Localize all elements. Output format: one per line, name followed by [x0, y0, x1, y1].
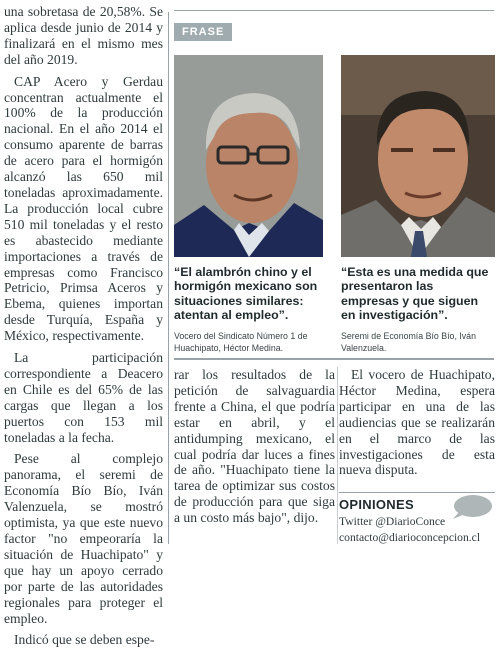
- article-column-right: [339, 367, 495, 484]
- quote-caption: Vocero del Sindicato Número 1 de Huachipato, Héctor Medina.: [174, 331, 308, 353]
- article-column-left: [4, 4, 163, 654]
- article-paragraph: Pese al complejo panorama, el seremi de Economía Bío Bío, Iván Valenzuela, se mostró optimista, ya que este nuevo factor "no empeoraría la situación de Huachipato" y que hay un apoyo cerrado por parte de las autoridades regionales para proteger el empleo.: [4, 451, 163, 626]
- frase-top-rule: [174, 10, 494, 11]
- column-divider: [168, 12, 169, 544]
- quote-text: “El alambrón chino y el hormigón mexicano son situaciones similares: atentan al empleo”.: [174, 265, 318, 322]
- opiniones-twitter[interactable]: Twitter @DiarioConce: [339, 515, 446, 528]
- article-paragraph: El vocero de Huachipato, Héctor Medina, espera participar en una de las audiencias que se realizarán en el marco de las investigaciones de esta nueva disputa.: [339, 367, 495, 478]
- article-paragraph: CAP Acero y Gerdau concentran actualmente el 100% de la producción nacional. En el año 2014 el consumo aparente de barras de acero para el hormigón alcanzó las 650 mil toneladas aproximadamente. La producción local cubre 510 mil toneladas y el resto es abastecido mediante importaciones a través de empresas como Francisco Petricio, Primsa Aceros y Ebema, quienes importan desde Turquía, España y México, respectivamente.: [4, 73, 163, 344]
- article-paragraph: Indicó que se deben espe-: [14, 632, 155, 648]
- portrait-photo-hector-medina: [174, 55, 323, 257]
- article-paragraph: La participación correspondiente a Deacero en Chile es del 65% de las cargas que llegan a los puertos con 153 mil toneladas a la fecha.: [4, 350, 163, 445]
- frase-tag: FRASE: [174, 23, 232, 41]
- opiniones-title: OPINIONES: [339, 497, 414, 512]
- portrait-photo-ivan-valenzuela: [341, 55, 495, 257]
- quote-caption: Seremi de Economía Bío Bío, Iván Valenzuela.: [341, 331, 476, 353]
- article-paragraph: rar los resultados de la petición de salvaguardia frente a China, el que podría estar en abril, y el antidumping mexicano, el cual podría dar luces a fines de año. "Huachipato tiene la tarea de optimizar sus costos de producción para que siga a un costo más bajo", dijo.: [174, 367, 335, 526]
- article-column-middle: [174, 367, 335, 532]
- speech-bubble-icon: [449, 494, 493, 520]
- article-paragraph: una sobretasa de 20,58%. Se aplica desde junio de 2014 y finalizará en el mismo mes del año 2019.: [4, 4, 163, 67]
- quote-text: “Esta es una medida que presentaron las empresas y que siguen en investigación”.: [341, 265, 489, 322]
- column-divider: [337, 367, 338, 544]
- frase-bottom-rule: [174, 358, 494, 360]
- opiniones-rule: [339, 492, 495, 493]
- opiniones-contact-email[interactable]: contacto@diarioconcepcion.cl: [339, 531, 481, 544]
